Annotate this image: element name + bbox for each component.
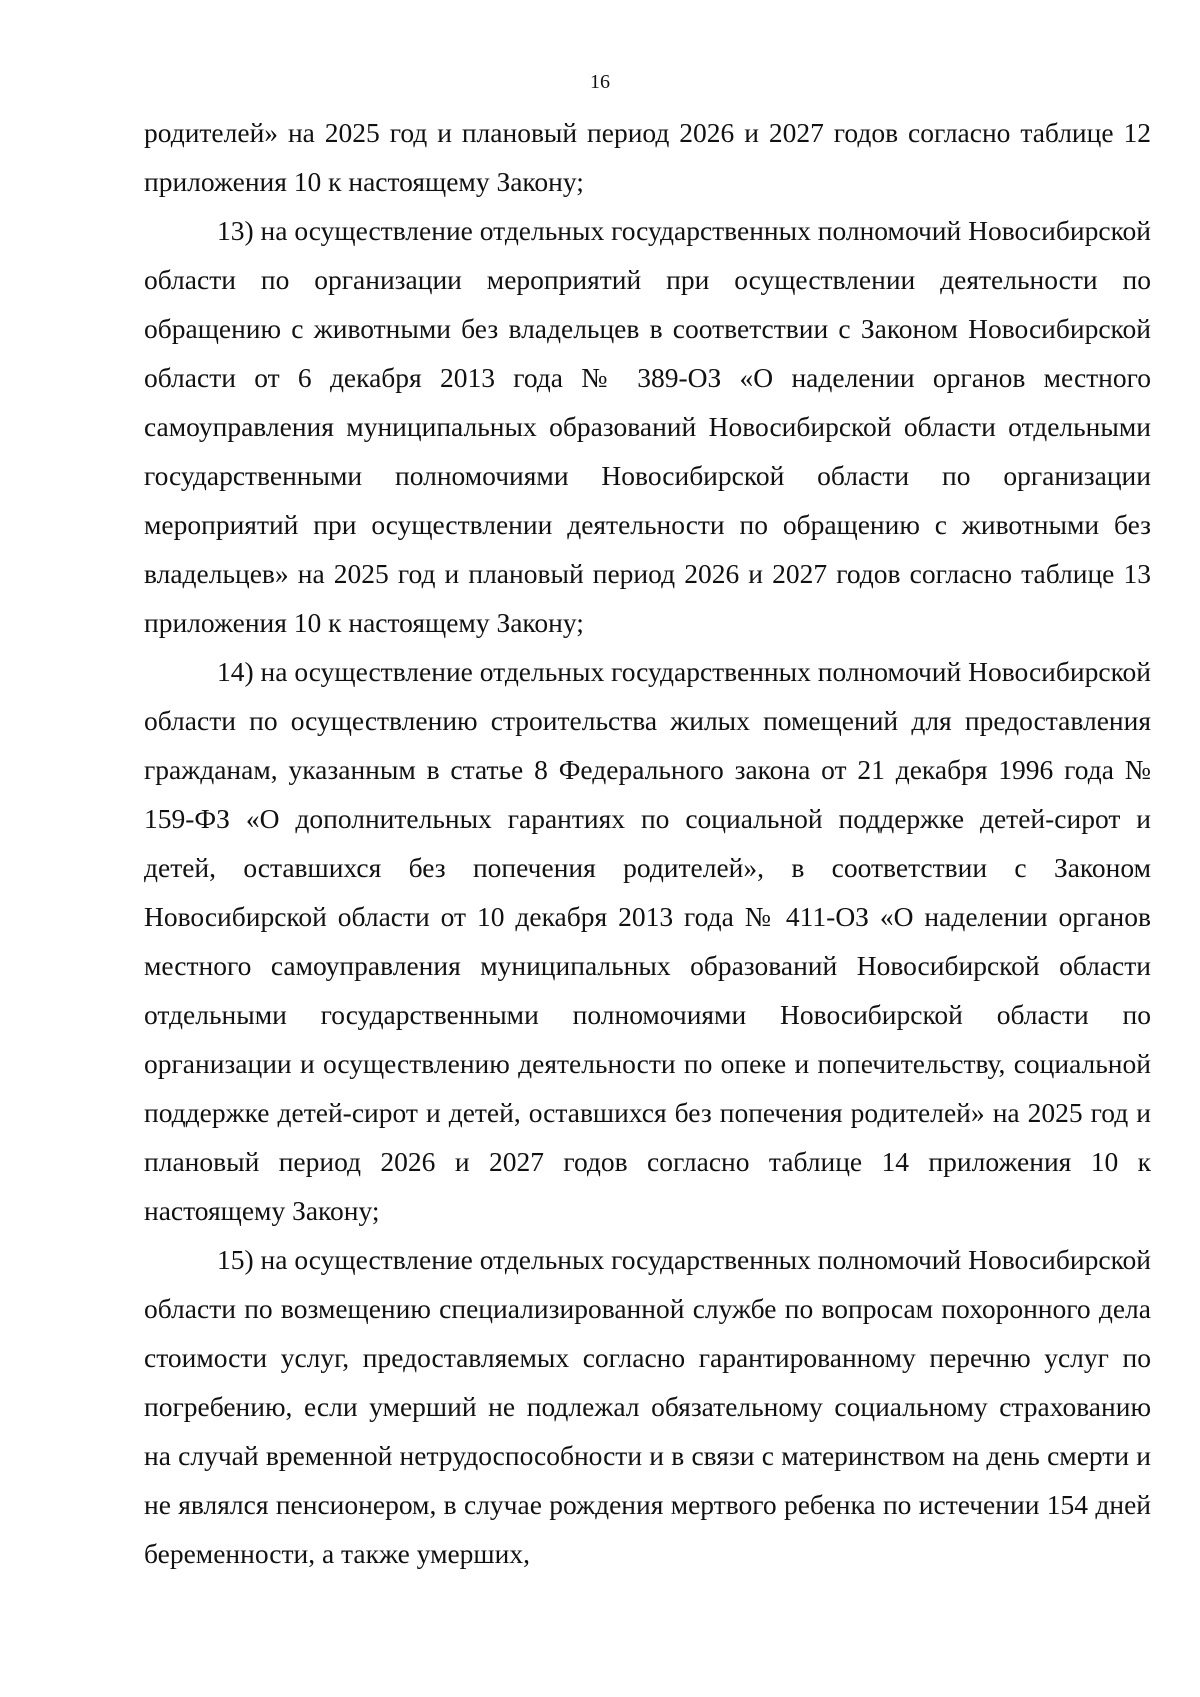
paragraph-item-13: 13) на осуществление отдельных государственных полномочий Новосибирской области по организации мероприятий при осуществлении деятельности по обращению с животными без владельцев в соответствии с Законом Новосибирской области от 6 декабря 2013 года № 389-ОЗ «О наделении органов местного самоуправления муниципальных образований Новосибирской области отдельными государственными полномочиями Новосибирской области по организации мероприятий при осуществлении деятельности по обращению с животными без владельцев» на 2025 год и плановый период 2026 и 2027 годов согласно таблице 13 приложения 10 к настоящему Закону; (144, 215, 1151, 638)
paragraph-continuation: родителей» на 2025 год и плановый период 2026 и 2027 годов согласно таблице 12 приложения 10 к настоящему Закону; (144, 117, 1151, 197)
page-number: 16 (590, 71, 610, 93)
document-body (144, 108, 1151, 1578)
paragraph-item-14: 14) на осуществление отдельных государственных полномочий Новосибирской области по осуществлению строительства жилых помещений для предоставления гражданам, указанным в статье 8 Федерального закона от 21 декабря 1996 года № 159-ФЗ «О дополнительных гарантиях по социальной поддержке детей-сирот и детей, оставшихся без попечения родителей», в соответствии с Законом Новосибирской области от 10 декабря 2013 года № 411-ОЗ «О наделении органов местного самоуправления муниципальных образований Новосибирской области отдельными государственными полномочиями Новосибирской области по организации и осуществлению деятельности по опеке и попечительству, социальной поддержке детей-сирот и детей, оставшихся без попечения родителей» на 2025 год и плановый период 2026 и 2027 годов согласно таблице 14 приложения 10 к настоящему Закону; (144, 656, 1151, 1226)
paragraph-item-15: 15) на осуществление отдельных государственных полномочий Новосибирской области по возмещению специализированной службе по вопросам похоронного дела стоимости услуг, предоставляемых согласно гарантированному перечню услуг по погребению, если умерший не подлежал обязательному социальному страхованию на случай временной нетрудоспособности и в связи с материнством на день смерти и не являлся пенсионером, в случае рождения мертвого ребенка по истечении 154 дней беременности, а также умерших, (144, 1244, 1151, 1569)
